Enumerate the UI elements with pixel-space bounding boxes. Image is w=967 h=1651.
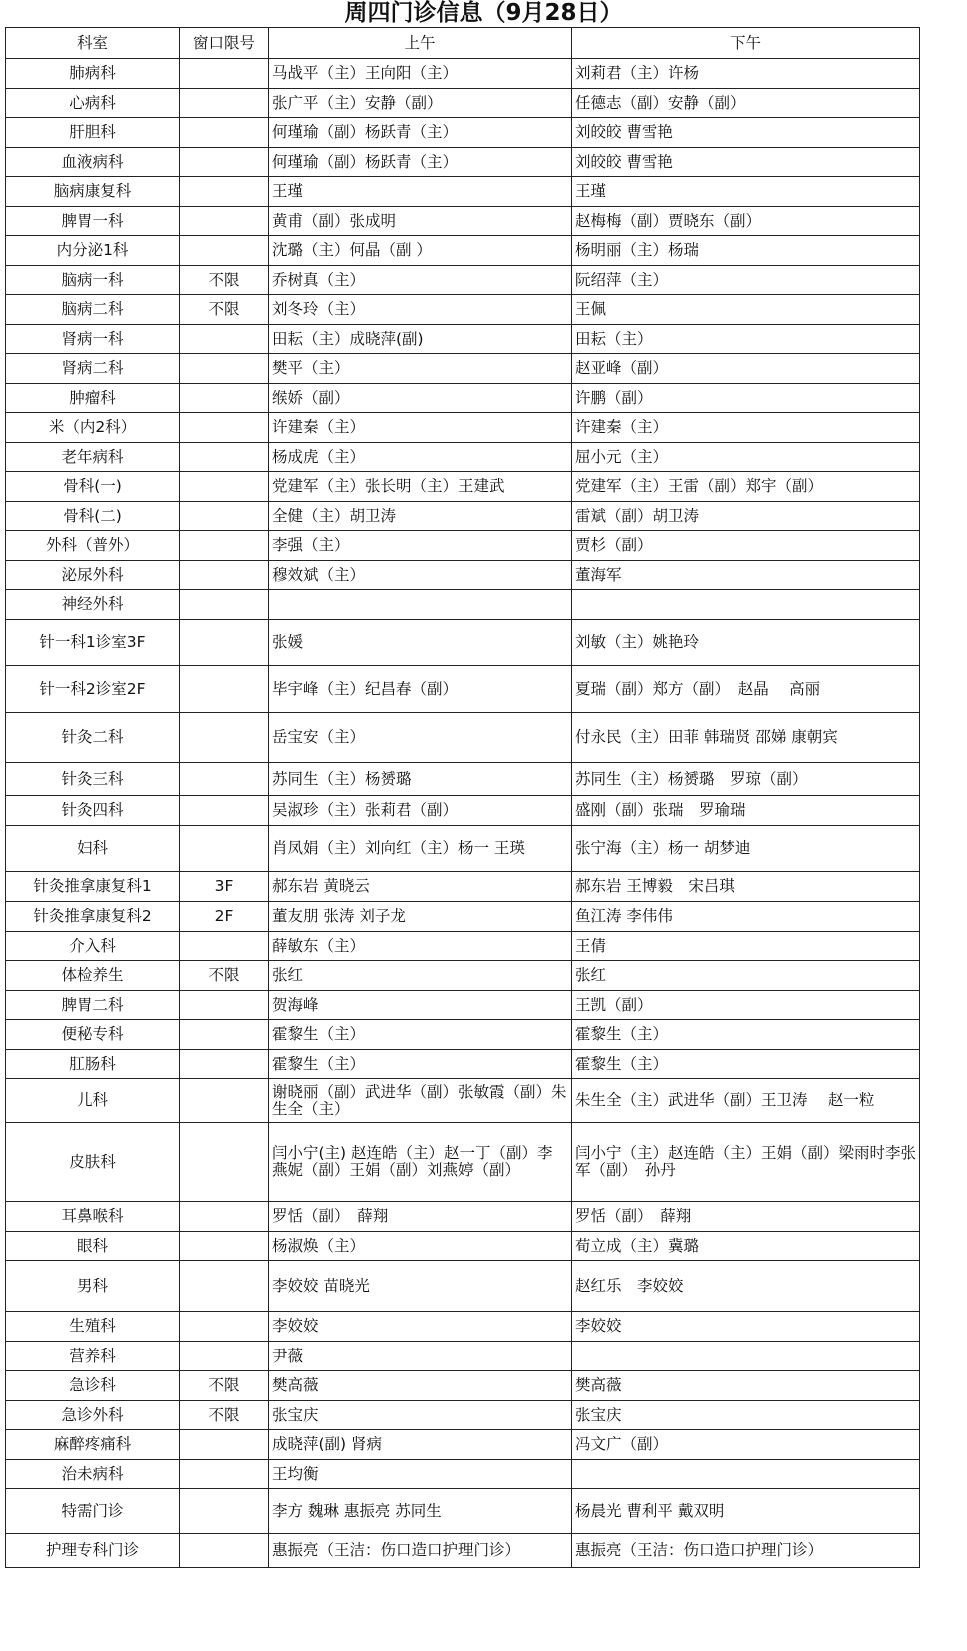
afternoon-doctors-cell: 刘莉君（主）许杨 <box>572 59 920 89</box>
afternoon-doctors-cell: 刘皎皎 曹雪艳 <box>572 148 920 177</box>
table-row <box>6 531 920 561</box>
window-limit-cell <box>180 1261 269 1312</box>
window-limit-cell <box>180 763 269 796</box>
morning-doctors-cell: 全健（主）胡卫涛 <box>269 502 572 531</box>
afternoon-doctors-cell: 王佩 <box>572 295 920 325</box>
department-cell: 心病科 <box>6 89 180 118</box>
window-limit-cell <box>180 207 269 236</box>
header-department: 科室 <box>6 28 180 59</box>
morning-doctors-cell: 王瑾 <box>269 177 572 207</box>
window-limit-cell <box>180 472 269 502</box>
morning-doctors-cell: 乔树真（主） <box>269 266 572 295</box>
department-cell: 介入科 <box>6 932 180 961</box>
morning-doctors-cell: 张媛 <box>269 620 572 666</box>
afternoon-doctors-cell: 荀立成（主）冀璐 <box>572 1232 920 1261</box>
header-window-limit: 窗口限号 <box>180 28 269 59</box>
window-limit-cell <box>180 1050 269 1079</box>
department-cell: 骨科(二) <box>6 502 180 531</box>
morning-doctors-cell: 尹薇 <box>269 1342 572 1371</box>
table-row <box>6 1430 920 1460</box>
morning-doctors-cell: 黄甫（副）张成明 <box>269 207 572 236</box>
department-cell: 脑病二科 <box>6 295 180 325</box>
window-limit-cell <box>180 666 269 713</box>
table-row <box>6 1050 920 1079</box>
department-cell: 肾病一科 <box>6 325 180 354</box>
morning-doctors-cell: 张红 <box>269 961 572 991</box>
table-row <box>6 325 920 354</box>
afternoon-doctors-cell: 王倩 <box>572 932 920 961</box>
table-row <box>6 826 920 872</box>
window-limit-cell <box>180 1430 269 1460</box>
morning-doctors-cell: 穆效斌（主） <box>269 561 572 590</box>
morning-doctors-cell: 田耘（主）成晓萍(副) <box>269 325 572 354</box>
afternoon-doctors-cell: 张宝庆 <box>572 1401 920 1430</box>
window-limit-cell <box>180 502 269 531</box>
window-limit-cell <box>180 236 269 266</box>
morning-doctors-cell: 郝东岩 黄晓云 <box>269 872 572 902</box>
morning-doctors-cell: 张广平（主）安静（副） <box>269 89 572 118</box>
table-row <box>6 89 920 118</box>
department-cell: 护理专科门诊 <box>6 1534 180 1568</box>
window-limit-cell <box>180 1020 269 1050</box>
table-row <box>6 796 920 826</box>
morning-doctors-cell: 刘冬玲（主） <box>269 295 572 325</box>
morning-doctors-cell: 岳宝安（主） <box>269 713 572 763</box>
department-cell: 米（内2科） <box>6 413 180 443</box>
afternoon-doctors-cell: 田耘（主） <box>572 325 920 354</box>
clinic-schedule-table <box>5 27 920 1568</box>
window-limit-cell <box>180 713 269 763</box>
department-cell: 脑病一科 <box>6 266 180 295</box>
window-limit-cell <box>180 1232 269 1261</box>
morning-doctors-cell: 王均衡 <box>269 1460 572 1489</box>
page-title: 周四门诊信息（9月28日） <box>344 0 623 26</box>
morning-doctors-cell: 吴淑珍（主）张莉君（副） <box>269 796 572 826</box>
morning-doctors-cell: 贺海峰 <box>269 991 572 1020</box>
department-cell: 针灸四科 <box>6 796 180 826</box>
afternoon-doctors-cell: 赵红乐 李姣姣 <box>572 1261 920 1312</box>
window-limit-cell <box>180 1460 269 1489</box>
header-morning: 上午 <box>269 28 572 59</box>
department-cell: 内分泌1科 <box>6 236 180 266</box>
table-row <box>6 590 920 620</box>
table-row <box>6 1079 920 1123</box>
morning-doctors-cell: 杨淑焕（主） <box>269 1232 572 1261</box>
afternoon-doctors-cell: 杨晨光 曹利平 戴双明 <box>572 1489 920 1534</box>
window-limit-cell: 不限 <box>180 266 269 295</box>
window-limit-cell: 不限 <box>180 961 269 991</box>
window-limit-cell: 不限 <box>180 1371 269 1401</box>
window-limit-cell <box>180 59 269 89</box>
table-row <box>6 177 920 207</box>
department-cell: 营养科 <box>6 1342 180 1371</box>
department-cell: 生殖科 <box>6 1312 180 1342</box>
window-limit-cell <box>180 118 269 148</box>
afternoon-doctors-cell <box>572 1460 920 1489</box>
morning-doctors-cell: 樊平（主） <box>269 354 572 384</box>
department-cell: 眼科 <box>6 1232 180 1261</box>
department-cell: 神经外科 <box>6 590 180 620</box>
window-limit-cell <box>180 384 269 413</box>
window-limit-cell <box>180 1342 269 1371</box>
afternoon-doctors-cell: 刘敏（主）姚艳玲 <box>572 620 920 666</box>
morning-doctors-cell: 薛敏东（主） <box>269 932 572 961</box>
afternoon-doctors-cell: 王瑾 <box>572 177 920 207</box>
window-limit-cell <box>180 796 269 826</box>
window-limit-cell: 不限 <box>180 295 269 325</box>
window-limit-cell <box>180 1489 269 1534</box>
morning-doctors-cell: 董友朋 张涛 刘子龙 <box>269 902 572 932</box>
table-row <box>6 872 920 902</box>
table-row <box>6 1460 920 1489</box>
table-row <box>6 1232 920 1261</box>
department-cell: 脑病康复科 <box>6 177 180 207</box>
department-cell: 骨科(一) <box>6 472 180 502</box>
window-limit-cell <box>180 148 269 177</box>
department-cell: 针一科2诊室2F <box>6 666 180 713</box>
afternoon-doctors-cell: 夏瑞（副）郑方（副） 赵晶 高丽 <box>572 666 920 713</box>
department-cell: 血液病科 <box>6 148 180 177</box>
department-cell: 急诊科 <box>6 1371 180 1401</box>
table-row <box>6 1020 920 1050</box>
header-row <box>6 28 920 59</box>
table-row <box>6 1342 920 1371</box>
afternoon-doctors-cell: 杨明丽（主）杨瑞 <box>572 236 920 266</box>
afternoon-doctors-cell: 任德志（副）安静（副） <box>572 89 920 118</box>
morning-doctors-cell: 李姣姣 <box>269 1312 572 1342</box>
table-row <box>6 354 920 384</box>
table-row <box>6 713 920 763</box>
table-row <box>6 1489 920 1534</box>
afternoon-doctors-cell: 郝东岩 王博毅 宋吕琪 <box>572 872 920 902</box>
table-row <box>6 118 920 148</box>
morning-doctors-cell: 惠振亮（王洁：伤口造口护理门诊） <box>269 1534 572 1568</box>
department-cell: 脾胃一科 <box>6 207 180 236</box>
table-row <box>6 148 920 177</box>
morning-doctors-cell: 沈璐（主）何晶（副 ） <box>269 236 572 266</box>
department-cell: 体检养生 <box>6 961 180 991</box>
afternoon-doctors-cell: 李姣姣 <box>572 1312 920 1342</box>
window-limit-cell <box>180 443 269 472</box>
department-cell: 老年病科 <box>6 443 180 472</box>
afternoon-doctors-cell: 苏同生（主）杨赟璐 罗琼（副） <box>572 763 920 796</box>
table-row <box>6 932 920 961</box>
department-cell: 泌尿外科 <box>6 561 180 590</box>
morning-doctors-cell: 许建秦（主） <box>269 413 572 443</box>
afternoon-doctors-cell: 惠振亮（王洁：伤口造口护理门诊） <box>572 1534 920 1568</box>
afternoon-doctors-cell: 许鹏（副） <box>572 384 920 413</box>
window-limit-cell <box>180 177 269 207</box>
table-row <box>6 1534 920 1568</box>
afternoon-doctors-cell: 朱生全（主）武进华（副）王卫涛 赵一粒 <box>572 1079 920 1123</box>
morning-doctors-cell: 杨成虎（主） <box>269 443 572 472</box>
morning-doctors-cell: 缑娇（副） <box>269 384 572 413</box>
department-cell: 急诊外科 <box>6 1401 180 1430</box>
morning-doctors-cell: 何瑾瑜（副）杨跃青（主） <box>269 148 572 177</box>
afternoon-doctors-cell: 冯文广（副） <box>572 1430 920 1460</box>
department-cell: 针灸推拿康复科1 <box>6 872 180 902</box>
table-row <box>6 295 920 325</box>
window-limit-cell: 2F <box>180 902 269 932</box>
afternoon-doctors-cell: 罗恬（副） 薛翔 <box>572 1202 920 1232</box>
department-cell: 脾胃二科 <box>6 991 180 1020</box>
table-row <box>6 443 920 472</box>
department-cell: 特需门诊 <box>6 1489 180 1534</box>
department-cell: 妇科 <box>6 826 180 872</box>
department-cell: 肿瘤科 <box>6 384 180 413</box>
table-row <box>6 1312 920 1342</box>
window-limit-cell <box>180 1312 269 1342</box>
window-limit-cell <box>180 1123 269 1202</box>
table-row <box>6 207 920 236</box>
window-limit-cell <box>180 1202 269 1232</box>
department-cell: 针一科1诊室3F <box>6 620 180 666</box>
department-cell: 耳鼻喉科 <box>6 1202 180 1232</box>
window-limit-cell <box>180 620 269 666</box>
window-limit-cell <box>180 991 269 1020</box>
department-cell: 肺病科 <box>6 59 180 89</box>
morning-doctors-cell: 谢晓丽（副）武进华（副）张敏霞（副）朱生全（主） <box>269 1079 572 1123</box>
morning-doctors-cell: 李方 魏琳 惠振亮 苏同生 <box>269 1489 572 1534</box>
afternoon-doctors-cell: 王凯（副） <box>572 991 920 1020</box>
morning-doctors-cell: 何瑾瑜（副）杨跃青（主） <box>269 118 572 148</box>
morning-doctors-cell: 马战平（主）王向阳（主） <box>269 59 572 89</box>
table-row <box>6 991 920 1020</box>
table-row <box>6 384 920 413</box>
afternoon-doctors-cell: 付永民（主）田菲 韩瑞贤 邵娣 康朝宾 <box>572 713 920 763</box>
department-cell: 肛肠科 <box>6 1050 180 1079</box>
morning-doctors-cell: 李姣姣 苗晓光 <box>269 1261 572 1312</box>
window-limit-cell <box>180 354 269 384</box>
morning-doctors-cell: 李强（主） <box>269 531 572 561</box>
department-cell: 麻醉疼痛科 <box>6 1430 180 1460</box>
window-limit-cell <box>180 325 269 354</box>
afternoon-doctors-cell: 阮绍萍（主） <box>572 266 920 295</box>
table-row <box>6 1371 920 1401</box>
department-cell: 皮肤科 <box>6 1123 180 1202</box>
afternoon-doctors-cell: 赵亚峰（副） <box>572 354 920 384</box>
window-limit-cell <box>180 826 269 872</box>
department-cell: 儿科 <box>6 1079 180 1123</box>
morning-doctors-cell: 霍黎生（主） <box>269 1050 572 1079</box>
afternoon-doctors-cell: 屈小元（主） <box>572 443 920 472</box>
afternoon-doctors-cell: 樊高薇 <box>572 1371 920 1401</box>
table-row <box>6 413 920 443</box>
table-row <box>6 1123 920 1202</box>
morning-doctors-cell: 霍黎生（主） <box>269 1020 572 1050</box>
afternoon-doctors-cell: 董海军 <box>572 561 920 590</box>
morning-doctors-cell: 成晓萍(副) 肾病 <box>269 1430 572 1460</box>
table-row <box>6 902 920 932</box>
table-row <box>6 266 920 295</box>
department-cell: 肝胆科 <box>6 118 180 148</box>
window-limit-cell <box>180 932 269 961</box>
window-limit-cell: 3F <box>180 872 269 902</box>
window-limit-cell <box>180 413 269 443</box>
afternoon-doctors-cell: 鱼江涛 李伟伟 <box>572 902 920 932</box>
morning-doctors-cell: 樊高薇 <box>269 1371 572 1401</box>
window-limit-cell <box>180 531 269 561</box>
table-row <box>6 1261 920 1312</box>
afternoon-doctors-cell <box>572 590 920 620</box>
afternoon-doctors-cell: 雷斌（副）胡卫涛 <box>572 502 920 531</box>
window-limit-cell <box>180 1079 269 1123</box>
morning-doctors-cell: 张宝庆 <box>269 1401 572 1430</box>
table-row <box>6 236 920 266</box>
table-row <box>6 561 920 590</box>
department-cell: 针灸三科 <box>6 763 180 796</box>
window-limit-cell <box>180 89 269 118</box>
afternoon-doctors-cell <box>572 1342 920 1371</box>
table-row <box>6 961 920 991</box>
afternoon-doctors-cell: 张红 <box>572 961 920 991</box>
afternoon-doctors-cell: 霍黎生（主） <box>572 1050 920 1079</box>
afternoon-doctors-cell: 贾杉（副） <box>572 531 920 561</box>
morning-doctors-cell: 闫小宁(主) 赵连皓（主）赵一丁（副）李燕妮（副）王娟（副）刘燕婷（副） <box>269 1123 572 1202</box>
afternoon-doctors-cell: 赵梅梅（副）贾晓东（副） <box>572 207 920 236</box>
afternoon-doctors-cell: 许建秦（主） <box>572 413 920 443</box>
morning-doctors-cell: 肖凤娟（主）刘向红（主）杨一 王瑛 <box>269 826 572 872</box>
afternoon-doctors-cell: 闫小宁（主）赵连皓（主）王娟（副）梁雨时李张军（副） 孙丹 <box>572 1123 920 1202</box>
afternoon-doctors-cell: 党建军（主）王雷（副）郑宇（副） <box>572 472 920 502</box>
morning-doctors-cell: 苏同生（主）杨赟璐 <box>269 763 572 796</box>
table-row <box>6 620 920 666</box>
department-cell: 针灸二科 <box>6 713 180 763</box>
afternoon-doctors-cell: 霍黎生（主） <box>572 1020 920 1050</box>
morning-doctors-cell: 罗恬（副） 薛翔 <box>269 1202 572 1232</box>
header-afternoon: 下午 <box>572 28 920 59</box>
window-limit-cell <box>180 561 269 590</box>
department-cell: 外科（普外） <box>6 531 180 561</box>
table-row <box>6 502 920 531</box>
afternoon-doctors-cell: 张宁海（主）杨一 胡梦迪 <box>572 826 920 872</box>
department-cell: 男科 <box>6 1261 180 1312</box>
morning-doctors-cell <box>269 590 572 620</box>
department-cell: 治未病科 <box>6 1460 180 1489</box>
morning-doctors-cell: 毕宇峰（主）纪昌春（副） <box>269 666 572 713</box>
department-cell: 肾病二科 <box>6 354 180 384</box>
window-limit-cell: 不限 <box>180 1401 269 1430</box>
table-row <box>6 1401 920 1430</box>
table-row <box>6 1202 920 1232</box>
schedule-body <box>6 59 920 1568</box>
table-row <box>6 666 920 713</box>
afternoon-doctors-cell: 盛刚（副）张瑞 罗瑜瑞 <box>572 796 920 826</box>
window-limit-cell <box>180 590 269 620</box>
window-limit-cell <box>180 1534 269 1568</box>
table-row <box>6 59 920 89</box>
afternoon-doctors-cell: 刘皎皎 曹雪艳 <box>572 118 920 148</box>
table-row <box>6 472 920 502</box>
morning-doctors-cell: 党建军（主）张长明（主）王建武 <box>269 472 572 502</box>
department-cell: 针灸推拿康复科2 <box>6 902 180 932</box>
department-cell: 便秘专科 <box>6 1020 180 1050</box>
table-row <box>6 763 920 796</box>
